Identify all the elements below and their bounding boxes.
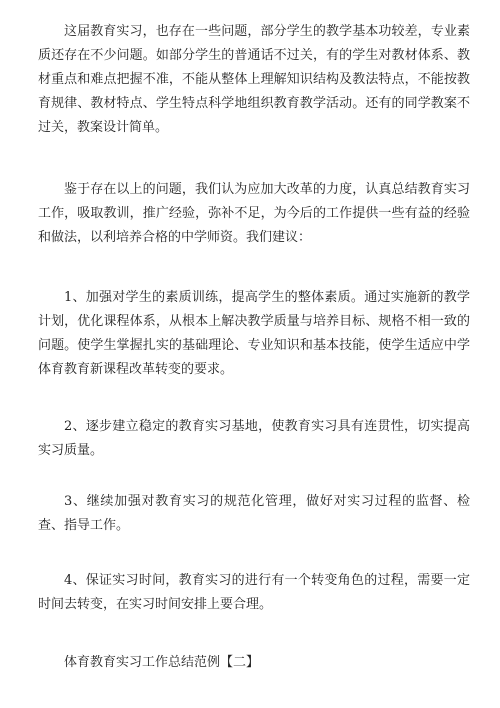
paragraph-suggestion-4: 4、保证实习时间，教育实习的进行有一个转变角色的过程，需要一定时间去转变，在实习时间安排上要合理。 [38, 573, 470, 612]
paragraph-suggestion-2: 2、逐步建立稳定的教育实习基地，使教育实习具有连贯性，切实提高实习质量。 [38, 419, 470, 458]
paragraph-suggestions-intro: 鉴于存在以上的问题，我们认为应加大改革的力度，认真总结教育实习工作，吸取教训，推广经验，弥补不足，为今后的工作提供一些有益的经验和做法，以利培养合格的中学师资。我们建议： [38, 182, 470, 245]
paragraph-problems: 这届教育实习，也存在一些问题，部分学生的教学基本功较差，专业素质还存在不少问题。如部分学生的普通话不过关，有的学生对教材体系、教材重点和难点把握不准，不能从整体上理解知识结构及教法特点，不能按教育规律、教材特点、学生特点科学地组织教育教学活动。还有的同学教案不过关，教案设计简单。 [38, 24, 470, 135]
paragraph-suggestion-3: 3、继续加强对教育实习的规范化管理，做好对实习过程的监督、检查、指导工作。 [38, 494, 470, 533]
paragraph-suggestion-1: 1、加强对学生的素质训练，提高学生的整体素质。通过实施新的教学计划，优化课程体系，从根本上解决教学质量与培养目标、规格不相一致的问题。使学生掌握扎实的基础理论、专业知识和基本技能，使学生适应中学体育教育新课程改革转变的要求。 [38, 290, 470, 377]
section-heading: 体育教育实习工作总结范例【二】 [64, 655, 260, 670]
